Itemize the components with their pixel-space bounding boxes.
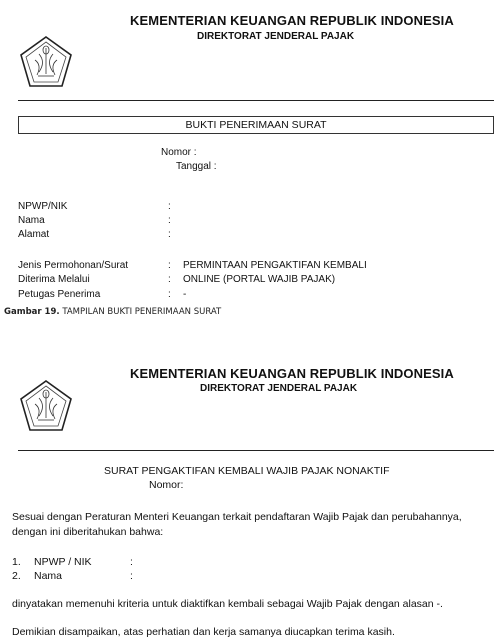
- header-title: KEMENTERIAN KEUANGAN REPUBLIK INDONESIA: [130, 13, 454, 28]
- item-number: 1.: [12, 556, 21, 568]
- field-colon: :: [168, 260, 171, 271]
- reason-paragraph: dinyatakan memenuhi kriteria untuk diaktifkan kembali sebagai Wajib Pajak dengan alasan -.: [12, 598, 443, 610]
- ministry-emblem-icon: [18, 378, 74, 434]
- receipt-title: BUKTI PENERIMAAN SURAT: [185, 119, 327, 131]
- field-label: Diterima Melalui: [18, 274, 90, 285]
- field-label: NPWP/NIK: [18, 201, 68, 212]
- figure-caption-text: TAMPILAN BUKTI PENERIMAAN SURAT: [62, 307, 222, 317]
- field-label: Jenis Permohonan/Surat: [18, 260, 129, 271]
- field-label: Petugas Penerima: [18, 289, 101, 300]
- intro-paragraph-line-1: Sesuai dengan Peraturan Menteri Keuangan terkait pendaftaran Wajib Pajak dan perubahannya,: [12, 511, 462, 523]
- tanggal-label: Tanggal :: [176, 161, 217, 172]
- field-colon: :: [168, 274, 171, 285]
- receipt-title-box: [18, 116, 494, 134]
- field-value: -: [183, 289, 187, 300]
- nomor-label: Nomor :: [161, 147, 197, 158]
- ministry-emblem-icon: [18, 34, 74, 90]
- header-divider: [18, 450, 494, 451]
- item-number: 2.: [12, 570, 21, 582]
- field-colon: :: [168, 215, 171, 226]
- figure-number: Gambar 19.: [4, 307, 60, 317]
- header-divider: [18, 100, 494, 101]
- header-subtitle: DIREKTORAT JENDERAL PAJAK: [200, 383, 358, 394]
- item-label: NPWP / NIK: [34, 556, 92, 568]
- item-colon: :: [130, 556, 133, 568]
- field-label: Nama: [18, 215, 45, 226]
- field-value: ONLINE (PORTAL WAJIB PAJAK): [183, 274, 336, 285]
- field-colon: :: [168, 289, 171, 300]
- figure-caption: [4, 307, 221, 317]
- header-subtitle: DIREKTORAT JENDERAL PAJAK: [197, 31, 355, 42]
- intro-paragraph-line-2: dengan ini diberitahukan bahwa:: [12, 526, 164, 538]
- field-colon: :: [168, 201, 171, 212]
- item-label: Nama: [34, 570, 63, 582]
- header-title: KEMENTERIAN KEUANGAN REPUBLIK INDONESIA: [130, 366, 454, 381]
- field-colon: :: [168, 229, 171, 240]
- item-colon: :: [130, 570, 133, 582]
- letter-nomor-label: Nomor:: [149, 479, 184, 491]
- letter-title: SURAT PENGAKTIFAN KEMBALI WAJIB PAJAK NONAKTIF: [104, 465, 390, 477]
- field-value: PERMINTAAN PENGAKTIFAN KEMBALI: [183, 260, 367, 271]
- field-label: Alamat: [18, 229, 50, 240]
- closing-paragraph: Demikian disampaikan, atas perhatian dan kerja samanya diucapkan terima kasih.: [12, 626, 395, 638]
